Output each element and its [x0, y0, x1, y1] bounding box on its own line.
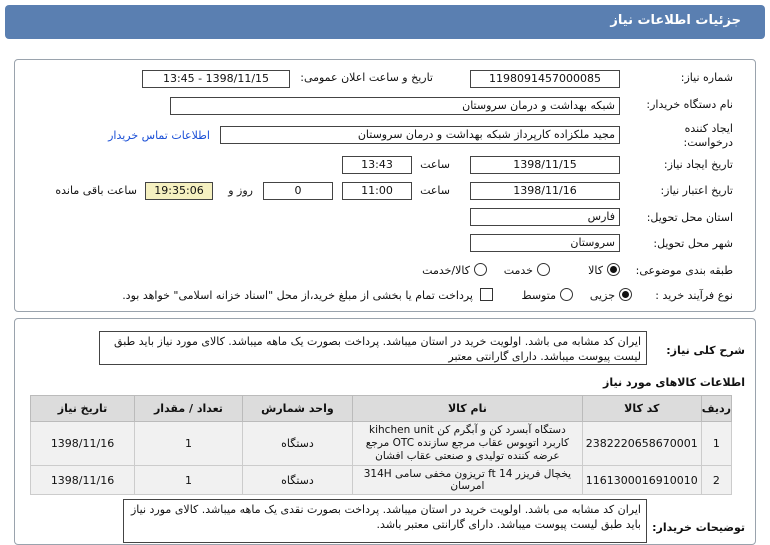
cell-unit: دستگاه: [242, 422, 352, 466]
remaining-label: ساعت باقی مانده: [55, 184, 137, 197]
cell-qty: 1: [135, 466, 243, 495]
buyer-org-field[interactable]: شبکه بهداشت و درمان سروستان: [170, 97, 620, 115]
created-time-field[interactable]: 13:43: [342, 156, 412, 174]
process-label: نوع فرآیند خرید :: [655, 289, 733, 302]
validity-time-label: ساعت: [420, 184, 450, 197]
province-field[interactable]: فارس: [470, 208, 620, 226]
cell-code: 1161300016910010: [582, 466, 701, 495]
day-and-label: روز و: [228, 184, 253, 197]
category-option-goods: کالا: [588, 264, 603, 277]
general-desc-label: شرح کلی نیاز:: [666, 344, 745, 357]
general-desc-text: ایران کد مشابه می باشد. اولویت خرید در استان میباشد. پرداخت بصورت یک ماهه میباشد. کالای مورد نیاز باید طبق لیست پیوست میباشد. دارای گارانتی معتبر: [99, 331, 647, 365]
cell-row-no: 1: [701, 422, 731, 466]
validity-time-field[interactable]: 11:00: [342, 182, 412, 200]
cell-code: 2382220658670001: [582, 422, 701, 466]
city-field[interactable]: سروستان: [470, 234, 620, 252]
page-header: [5, 5, 765, 39]
cell-name: یخچال فریزر 14 ft تریزون مخفی سامی 314H امرسان: [353, 466, 583, 495]
table-row[interactable]: [31, 422, 732, 466]
buyer-desc-text: ایران کد مشابه می باشد. اولویت خرید در استان میباشد. پرداخت بصورت نقدی یک ماهه میباشد. کالای مورد نیاز باید طبق لیست پیوست میباشد. دارای گارانتی معتبر باشد.: [123, 499, 647, 543]
table-header-row: [31, 396, 732, 422]
category-label: طبقه بندی موضوعی:: [635, 264, 733, 277]
buyer-org-label: نام دستگاه خریدار:: [646, 98, 733, 111]
col-header-code: کد کالا: [582, 396, 701, 422]
remaining-time-field: 19:35:06: [145, 182, 213, 200]
category-radio-goods-service[interactable]: [474, 263, 487, 276]
col-header-row-no: ردیف: [701, 396, 731, 422]
process-option-minor: جزیی: [589, 289, 615, 302]
province-label: استان محل تحویل:: [646, 211, 733, 224]
need-number-field[interactable]: 1198091457000085: [470, 70, 620, 88]
creator-field[interactable]: مجید ملکزاده کارپرداز شبکه بهداشت و درمان سروستان: [220, 126, 620, 144]
category-option-service: خدمت: [503, 264, 533, 277]
col-header-name: نام کالا: [353, 396, 583, 422]
cell-unit: دستگاه: [242, 466, 352, 495]
process-radio-minor[interactable]: [619, 288, 632, 301]
created-date-field[interactable]: 1398/11/15: [470, 156, 620, 174]
col-header-date: تاریخ نیاز: [31, 396, 135, 422]
validity-label: تاریخ اعتبار نیاز:: [660, 184, 733, 197]
cell-row-no: 2: [701, 466, 731, 495]
category-radio-service[interactable]: [537, 263, 550, 276]
col-header-unit: واحد شمارش: [242, 396, 352, 422]
announce-field[interactable]: 1398/11/15 - 13:45: [142, 70, 290, 88]
creator-label-2: درخواست:: [683, 136, 733, 149]
cell-date: 1398/11/16: [31, 422, 135, 466]
need-info-panel: [14, 59, 756, 312]
category-radio-goods[interactable]: [607, 263, 620, 276]
treasury-payment-note: پرداخت تمام یا بخشی از مبلغ خرید،از محل "اسناد خزانه اسلامی" خواهد بود.: [122, 289, 473, 302]
created-time-label: ساعت: [420, 158, 450, 171]
created-date-label: تاریخ ایجاد نیاز:: [663, 158, 733, 171]
cell-date: 1398/11/16: [31, 466, 135, 495]
validity-date-field[interactable]: 1398/11/16: [470, 182, 620, 200]
category-option-goods-service: کالا/خدمت: [422, 264, 470, 277]
treasury-payment-checkbox[interactable]: [480, 288, 493, 301]
items-section-title: اطلاعات کالاهای مورد نیاز: [603, 376, 745, 389]
buyer-contact-link[interactable]: اطلاعات تماس خریدار: [108, 129, 210, 142]
table-row[interactable]: [31, 466, 732, 495]
items-table: [30, 395, 732, 495]
days-field[interactable]: 0: [263, 182, 333, 200]
cell-name: دستگاه آبسرد کن و آبگرم کن kihchen unit کاربرد اتوبوس عقاب مرجع سازنده OTC مرجع عرضه کننده تولیدی و صنعتی عقاب افشان: [353, 422, 583, 466]
page-title: جزئیات اطلاعات نیاز: [610, 13, 741, 28]
col-header-qty: تعداد / مقدار: [135, 396, 243, 422]
city-label: شهر محل تحویل:: [653, 237, 733, 250]
announce-label: تاریخ و ساعت اعلان عمومی:: [300, 71, 433, 84]
process-option-medium: متوسط: [521, 289, 556, 302]
cell-qty: 1: [135, 422, 243, 466]
buyer-desc-label: توضیحات خریدار:: [652, 521, 745, 534]
creator-label-1: ایجاد کننده: [684, 122, 733, 135]
need-number-label: شماره نیاز:: [680, 71, 733, 84]
process-radio-medium[interactable]: [560, 288, 573, 301]
